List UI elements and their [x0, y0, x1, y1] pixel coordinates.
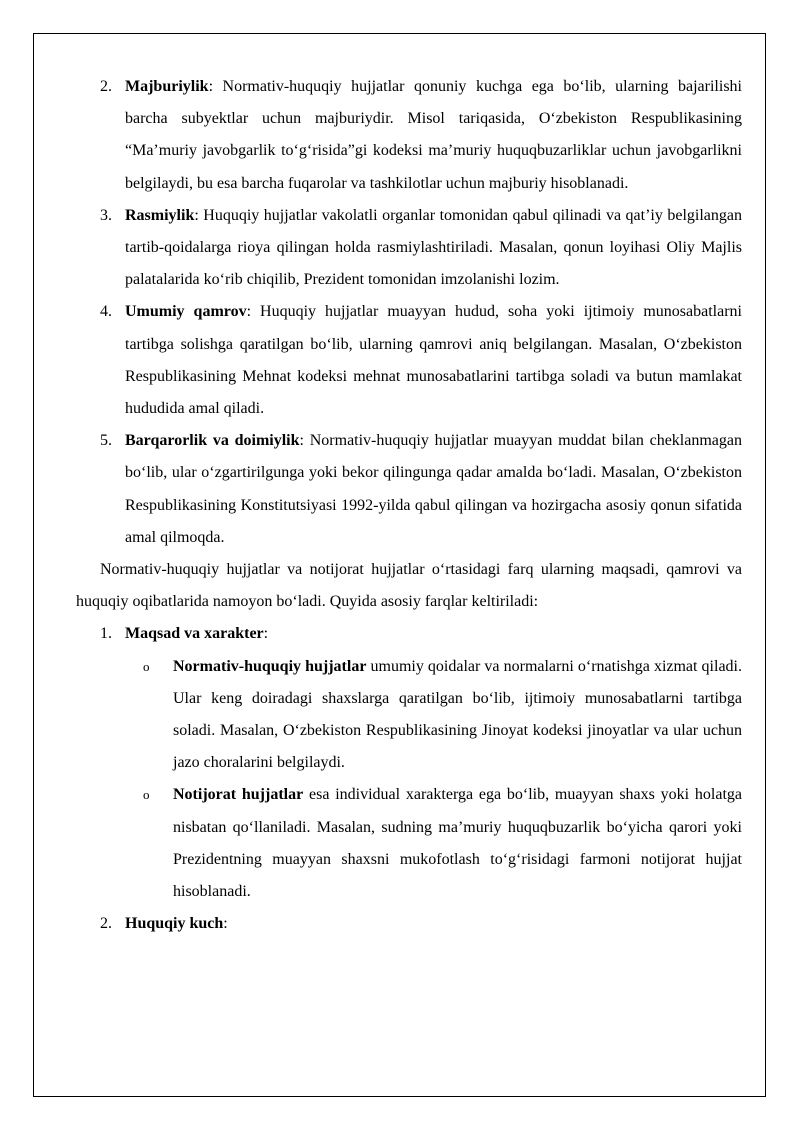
item-title: Rasmiylik [125, 206, 195, 224]
document-body [76, 71, 742, 940]
list-number: 2. [100, 915, 112, 933]
list-number: 5. [100, 432, 112, 450]
list-item-rasmiylik [76, 200, 742, 297]
bullet-icon: o [143, 658, 150, 674]
list-number: 2. [100, 78, 112, 95]
sub-title: Notijorat hujjatlar [173, 786, 304, 804]
item-title: Umumiy qamrov [125, 303, 247, 321]
item-title: Maqsad va xarakter [125, 625, 264, 643]
item-title: Majburiylik [125, 78, 209, 95]
sub-title: Normativ-huquqiy hujjatlar [173, 657, 367, 675]
list-item-barqarorlik [76, 425, 742, 554]
list-number: 3. [100, 206, 112, 224]
sublist-item-notijorat [76, 779, 742, 908]
item-text: : [223, 915, 228, 933]
list-item-maqsad [76, 618, 742, 650]
bullet-icon: o [143, 787, 150, 803]
body-paragraph: Normativ-huquqiy hujjatlar va notijorat hujjatlar o‘rtasidagi farq ularning maqsadi, qamrovi va huquqiy oqibatlarida namoyon bo‘ladi. Quyida asosiy farqlar keltiriladi: [76, 561, 742, 611]
list-item-umumiy-qamrov [76, 296, 742, 425]
item-title: Barqarorlik va doimiylik [125, 432, 300, 450]
list-number: 4. [100, 303, 112, 321]
sub-text: esa individual xarakterga ega bo‘lib, muayyan shaxs yoki holatga nisbatan qo‘llaniladi. Masalan, sudning ma’muriy huquqbuzarlik bo‘yicha qarori yoki Prezidentning muayyan shaxsni mukofotlash to‘g‘risidagi farmoni notijorat hujjat hisoblanadi. [173, 786, 742, 901]
list-number: 1. [100, 625, 112, 643]
item-text: : Huquqiy hujjatlar vakolatli organlar tomonidan qabul qilinadi va qat’iy belgilangan tartib-qoidalarga rioya qilingan holda rasmiylashtiriladi. Masalan, qonun loyihasi Oliy Majlis palatalarida ko‘rib chiqilib, Prezident tomonidan imzolanishi lozim. [125, 206, 742, 289]
item-text: : Normativ-huquqiy hujjatlar muayyan muddat bilan cheklanmagan bo‘lib, ular o‘zgartirilgunga yoki bekor qilingunga qadar amalda bo‘ladi. Masalan, O‘zbekiston Respublikasining Konstitutsiyasi 1992-yilda qabul qilingan va hozirgacha asosiy qonun sifatida amal qilmoqda. [125, 432, 742, 546]
list-item-majburiylik [76, 71, 742, 200]
sublist-item-normativ [76, 651, 742, 780]
item-text: : [263, 625, 269, 643]
item-text: : Normativ-huquqiy hujjatlar qonuniy kuchga ega bo‘lib, ularning bajarilishi barcha subyektlar uchun majburiydir. Misol tariqasida, O‘zbekiston Respublikasining “Ma’muriy javobgarlik to‘g‘risida”gi kodeksi ma’muriy huquqbuzarliklar uchun javobgarlikni belgilaydi, bu esa barcha fuqarolar va tashkilotlar uchun majburiy hisoblanadi. [125, 78, 742, 192]
item-title: Huquqiy kuch [125, 915, 224, 933]
item-text: : Huquqiy hujjatlar muayyan hudud, soha yoki ijtimoiy munosabatlarni tartibga solishga qaratilgan bo‘lib, ularning qamrovi aniq belgilangan. Masalan, O‘zbekiston Respublikasining Mehnat kodeksi mehnat munosabatlarini tartibga soladi va butun mamlakat hududida amal qiladi. [125, 303, 743, 418]
sub-text: umumiy qoidalar va normalarni o‘rnatishga xizmat qiladi. Ular keng doiradagi shaxslarga qaratilgan bo‘lib, ijtimoiy munosabatlarni tartibga soladi. Masalan, O‘zbekiston Respublikasining Jinoyat kodeksi jinoyatlar va ular uchun jazo choralarini belgilaydi. [173, 657, 742, 772]
list-item-huquqiy-kuch [76, 908, 742, 940]
